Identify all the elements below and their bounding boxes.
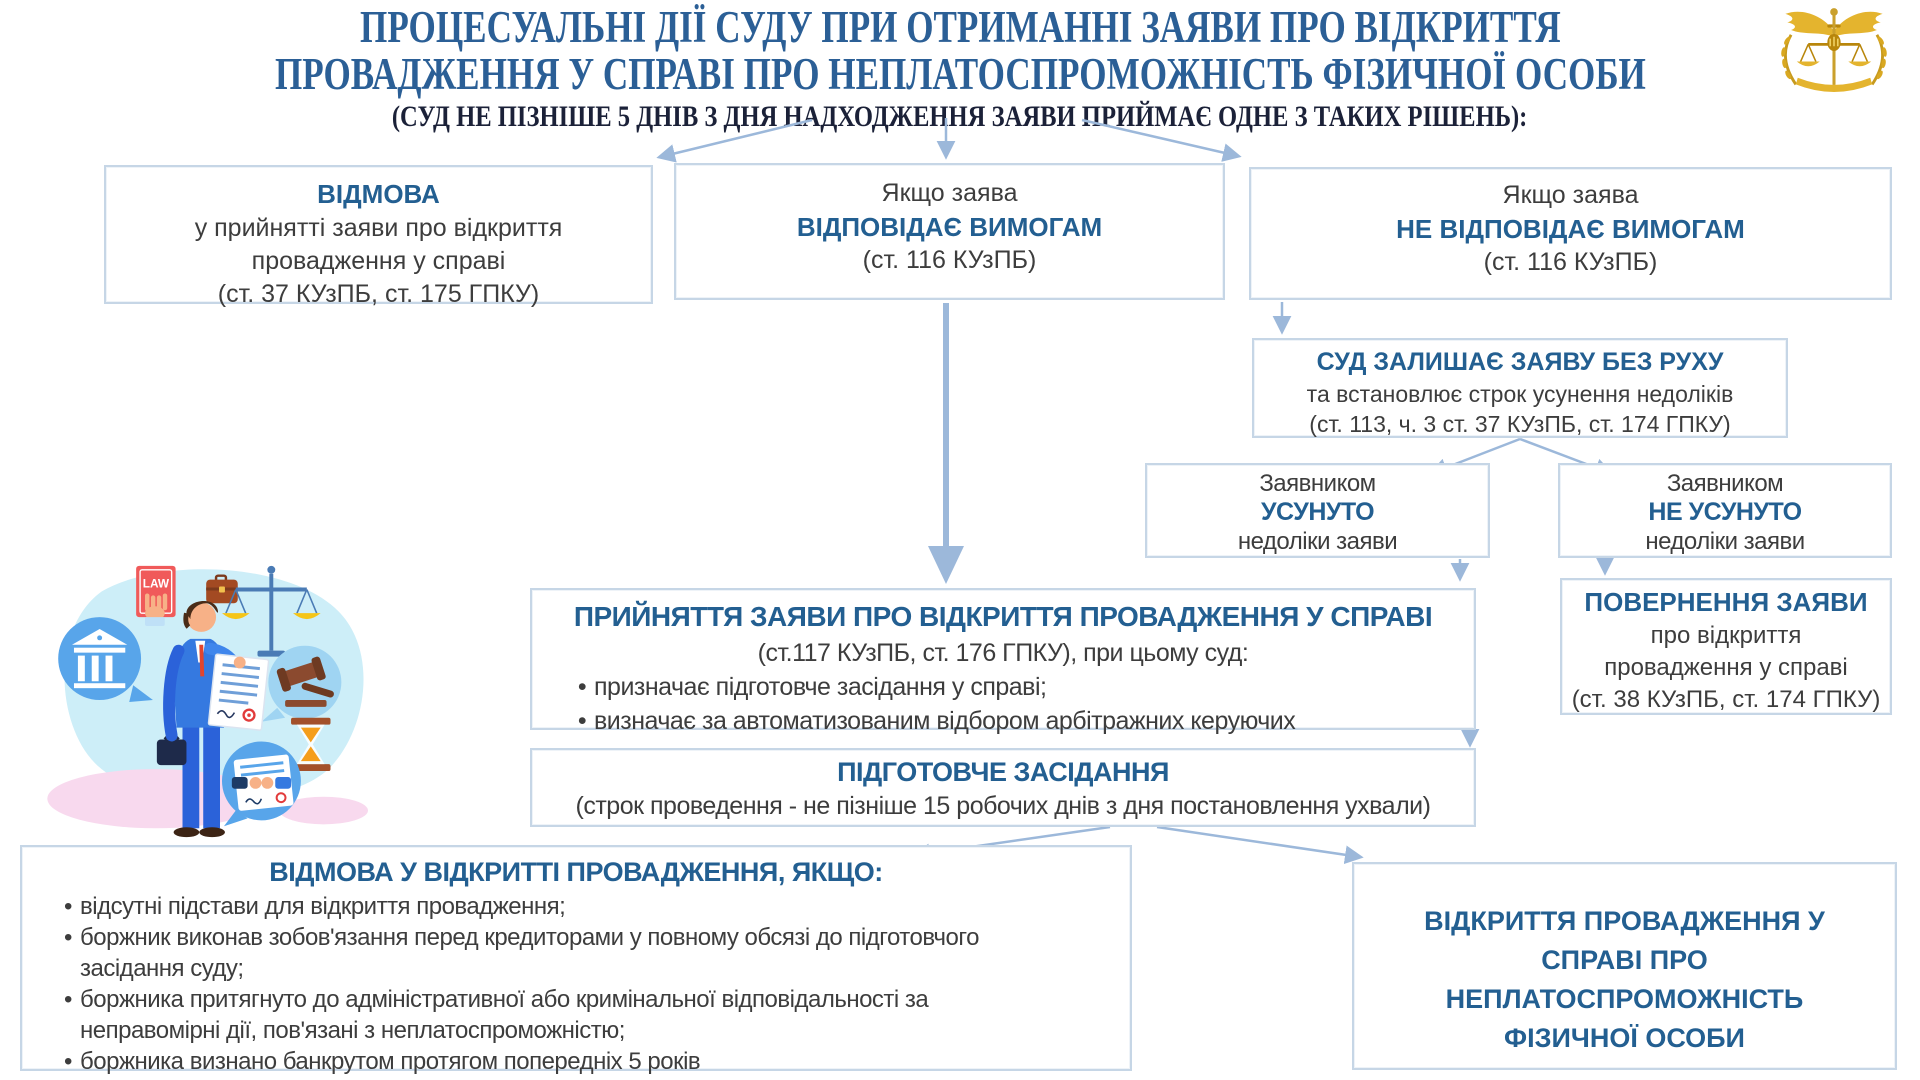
node-heading-line: ВІДКРИТТЯ ПРОВАДЖЕННЯ У [1424,906,1825,936]
node-heading-line: ФІЗИЧНОЇ ОСОБИ [1504,1023,1745,1053]
node-line: (строк проведення - не пізніше 15 робочих днів з дня постановлення ухвали) [575,792,1431,820]
list-item [56,891,1035,922]
node-line: недоліки заяви [1237,528,1398,555]
bullet-text: боржника визнано банкрутом протягом попередніх 5 років [80,1048,701,1075]
node-preparatory-hearing [530,748,1476,827]
node-line: про відкриття [1650,622,1802,649]
list-item [56,922,1035,984]
node-line: провадження у справі [1604,654,1848,681]
node-refusal-of-acceptance [104,165,653,308]
node-line: (ст. 113, ч. 3 ст. 37 КУзПБ, ст. 174 ГПКУ) [1309,411,1731,437]
node-heading: ВІДМОВА [317,179,440,209]
bullet-text: призначає підготовче засідання у справі; [594,673,1047,701]
node-line: (ст. 116 КУзПБ) [1483,248,1658,276]
node-not-meets-requirements [1249,167,1892,300]
node-opening-of-proceedings [1352,862,1897,1070]
node-defects-fixed [1145,463,1490,558]
list-item [56,1046,1035,1077]
node-heading: ПІДГОТОВЧЕ ЗАСІДАННЯ [837,757,1169,787]
court-emblem-icon [1772,2,1896,102]
briefcase-icon [206,576,238,604]
title-line-2: ПРОВАДЖЕННЯ У СПРАВІ ПРО НЕПЛАТОСПРОМОЖНІСТЬ ФІЗИЧНОЇ ОСОБИ [274,49,1646,99]
node-return-of-application [1560,578,1892,715]
node-line: Заявником [1259,470,1376,497]
node-defects-not-fixed [1558,463,1892,558]
svg-text:LAW: LAW [142,576,170,591]
node-heading: ПОВЕРНЕННЯ ЗАЯВИ [1584,587,1868,617]
node-heading-line: НЕПЛАТОСПРОМОЖНІСТЬ [1445,984,1804,1014]
list-item [56,984,1035,1046]
node-line: Якщо заява [1502,181,1639,209]
node-heading: НЕ ВІДПОВІДАЄ ВИМОГАМ [1396,214,1745,244]
node-heading: УСУНУТО [1260,498,1375,526]
arrow-meets-to-acceptance [928,303,964,584]
node-line: (ст. 37 КУзПБ, ст. 175 ГПКУ) [217,280,540,308]
bullet-text: боржника притягнуто до адміністративної або кримінальної відповідальності за неправомірні дії, пов'язані з неплатоспроможністю; [80,986,929,1044]
node-line: (ст. 116 КУзПБ) [862,246,1037,274]
page-subtitle: (СУД НЕ ПІЗНІШЕ 5 ДНІВ З ДНЯ НАДХОДЖЕННЯ ЗАЯВИ ПРИЙМАЄ ОДНЕ З ТАКИХ РІШЕНЬ): [392,100,1528,133]
bullet-text: визначає за автоматизованим відбором арбітражних керуючих [594,707,1296,735]
node-line: Якщо заява [881,179,1018,207]
bullet-text: боржник виконав зобов'язання перед кредиторами у повному обсязі до підготовчого засідання суду; [80,924,979,982]
emblem-wing-left [1785,12,1834,36]
node-heading: ВІДПОВІДАЄ ВИМОГАМ [796,212,1103,242]
node-left-without-motion [1252,338,1788,438]
bullet-dot: • [64,1048,72,1075]
node-bullet-list [22,891,1130,1077]
bullet-dot: • [577,707,587,735]
node-meets-requirements [674,163,1225,300]
title-line-1: ПРОЦЕСУАЛЬНІ ДІЇ СУДУ ПРИ ОТРИМАННІ ЗАЯВИ ПРО ВІДКРИТТЯ [359,2,1561,52]
bullet-dot: • [64,893,72,920]
node-heading-line: СПРАВІ ПРО [1541,945,1708,975]
node-line: та встановлює строк усунення недоліків [1306,381,1734,407]
bullet-dot: • [64,924,72,951]
page-title [181,4,1739,98]
node-bullet-list [532,670,1474,738]
node-line: у прийнятті заяви про відкриття [194,214,563,242]
node-heading: ПРИЙНЯТТЯ ЗАЯВИ ПРО ВІДКРИТТЯ ПРОВАДЖЕННЯ У СПРАВІ [573,601,1433,632]
list-item [570,704,1454,738]
node-refusal-to-open-proceedings [20,845,1132,1075]
node-heading: НЕ УСУНУТО [1648,498,1802,526]
law-book-icon [136,566,175,626]
list-item [570,670,1454,704]
node-line: недоліки заяви [1645,528,1805,555]
bullet-dot: • [577,673,587,701]
bullet-dot: • [64,986,72,1013]
header [180,4,1740,134]
node-heading: ВІДМОВА У ВІДКРИТТІ ПРОВАДЖЕННЯ, ЯКЩО: [269,857,883,887]
emblem-wing-right [1834,12,1883,36]
node-heading: СУД ЗАЛИШАЄ ЗАЯВУ БЕЗ РУХУ [1316,348,1724,376]
node-line: Заявником [1666,470,1784,497]
node-line: (ст. 38 КУзПБ, ст. 174 ГПКУ) [1571,686,1881,713]
bullet-text: відсутні підстави для відкриття провадження; [80,893,566,920]
arrow-prep-to-open [1157,827,1360,857]
node-acceptance-of-application [530,588,1476,735]
lawyer-illustration [42,552,398,848]
node-subheading: (ст.117 КУзПБ, ст. 176 ГПКУ), при цьому суд: [757,639,1249,667]
node-line: провадження у справі [251,247,506,275]
